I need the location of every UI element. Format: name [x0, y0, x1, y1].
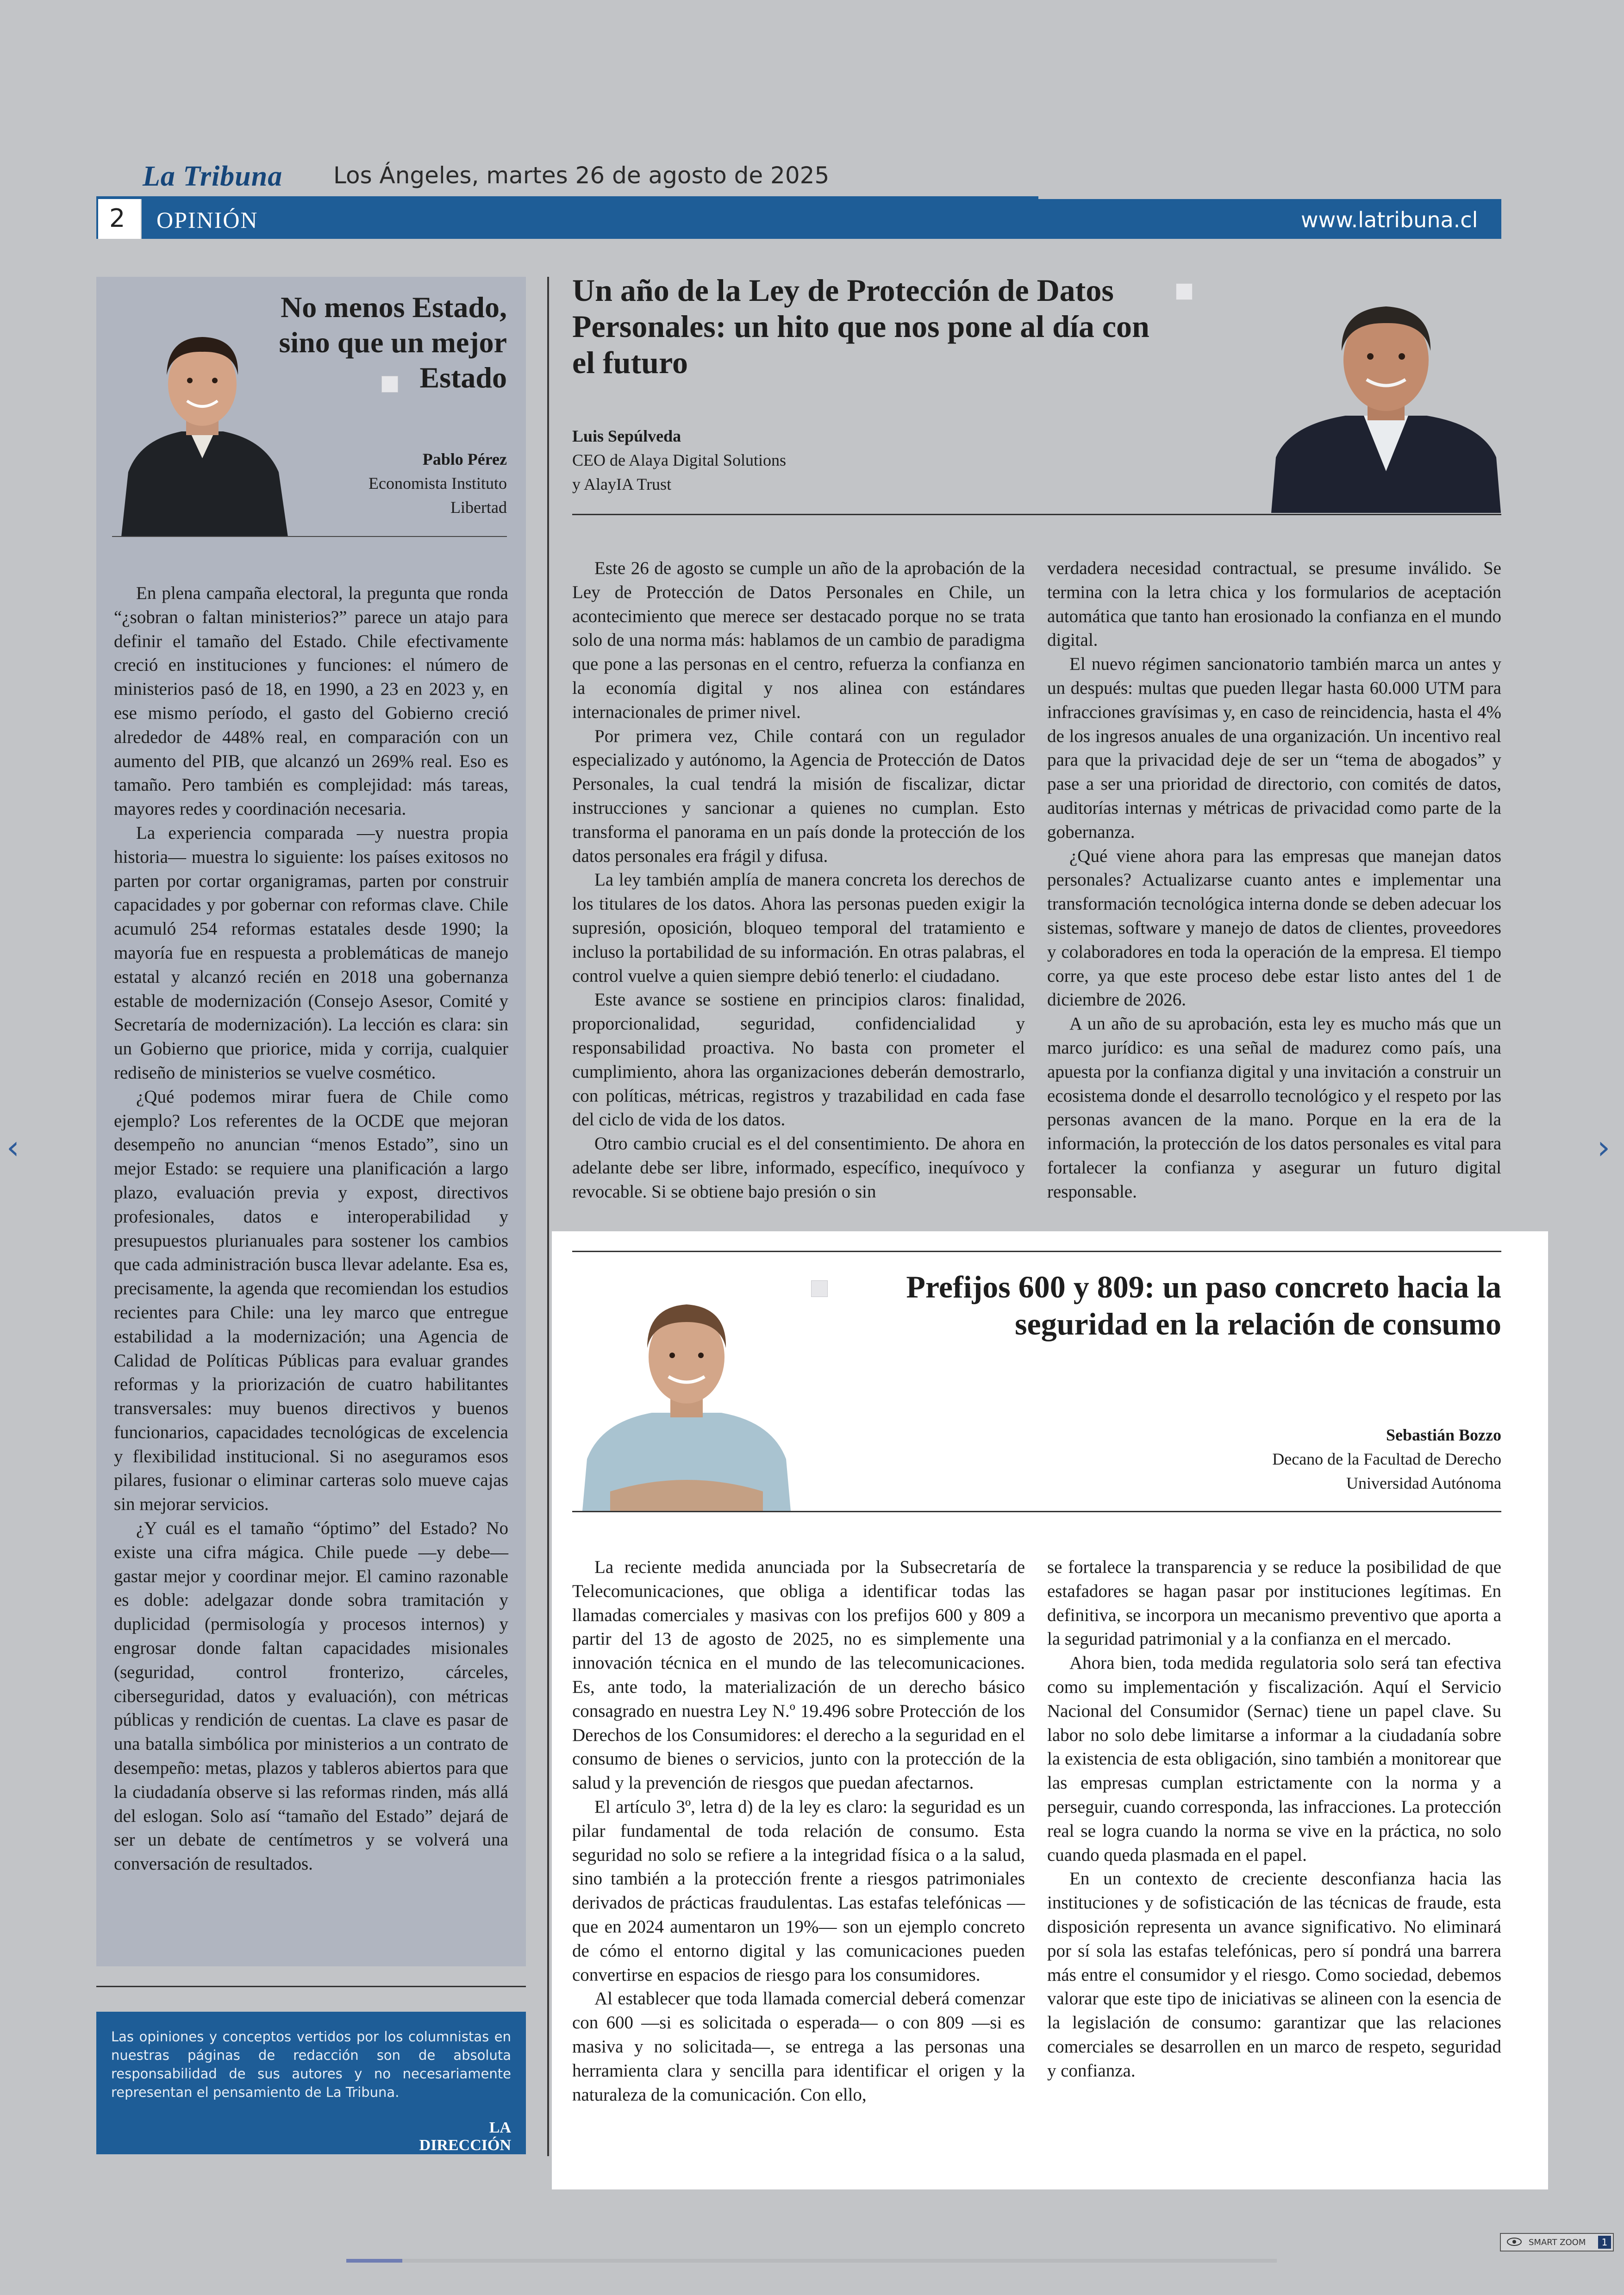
paragraph: Este 26 de agosto se cumple un año de la aprobación de la Ley de Protección de Datos Personales en Chile, un acontecimiento que merece ser destacado porque no se trata solo de una norma más: hablamos de un cambio de paradigma que pone a las personas en el centro, refuerza la confianza en la economía digital y nos alinea con estándares internacionales de primer nivel. — [572, 558, 1025, 722]
top-article-column-1 — [572, 556, 1025, 1204]
bottom-article-title: Prefijos 600 y 809: un paso concreto hacia la seguridad en la relación de consumo — [906, 1269, 1501, 1341]
broken-image-icon — [381, 376, 398, 393]
section-band — [142, 199, 1501, 239]
smart-zoom-button[interactable] — [1500, 2233, 1614, 2251]
paragraph: ¿Qué podemos mirar fuera de Chile como ejemplo? Los referentes de la OCDE que mejoran desempeño no anuncian “menos Estado”, sino un mejor Estado: se requiere una planificación a largo plazo, evaluación previa y expost, directivos profesionales, datos e interoperabilidad y presupuestos plurianuales para sostener los cambios que cada administración busca llevar adelante. Esa es, precisamente, la agenda que recomiendan los estudios recientes para Chile: una ley marco que entregue estabilidad a la modernización; una Agencia de Calidad de Políticas Públicas para evaluar grandes reformas y la priorización de cuatro habilitantes transversales: muy buenos directivos y buenos funcionarios, capacidades tecnológicas de excelencia y flexibilidad institucional. Si no aseguramos esos pilares, fusionar o eliminar carteras solo mueve cajas sin mejorar servicios. — [114, 1086, 508, 1515]
paragraph: El artículo 3º, letra d) de la ley es claro: la seguridad es un pilar fundamental de toda relación de consumo. Esta seguridad no solo se refiere a la integridad física o a la salud, sino también a la protección frente a riesgos patrimoniales derivados de prácticas fraudulentas. Las estafas telefónicas —que en 2024 aumentaron un 19%— son un ejemplo concreto de cómo el entorno digital y las comunicaciones pueden convertirse en espacios de riesgo para los consumidores. — [572, 1796, 1025, 1985]
author-role: y AlayIA Trust — [572, 475, 672, 493]
paragraph: En un contexto de creciente desconfianza hacia las instituciones y de sofisticación de las técnicas de fraude, esta disposición representa un avance significativo. No eliminará por sí sola las estafas telefónicas, pero sí pondrá una barrera más entre el consumidor y el riesgo. Como sociedad, debemos valorar que este tipo de iniciativas se alineen con la esencia de la legislación de consumo: garantizar que las relaciones comerciales se desarrollen en un marco de respeto, seguridad y confianza. — [1047, 1869, 1501, 2081]
paragraph: A un año de su aprobación, esta ley es mucho más que un marco jurídico: es una señal de madurez como país, una apuesta por la confianza digital y una invitación a construir un ecosistema donde el desarrollo tecnológico y el respeto por las personas avancen de la mano. Porque en la era de la información, la protección de los datos personales es vital para fortalecer la confianza y asegurar un futuro digital responsable. — [1047, 1014, 1501, 1202]
newspaper-logo: La Tribuna — [143, 161, 283, 192]
paragraph: En plena campaña electoral, la pregunta que ronda “¿sobran o faltan ministerios?” parece un atajo para definir el tamaño del Estado. Chile efectivamente creció en instituciones y funciones: el número de ministerios pasó de 18, en 1990, a 23 en 2023 y, en ese mismo período, el gasto del Gobierno creció alrededor de 448% real, en comparación con un aumento del PIB, que alcanzó un 269% real. Eso es tamaño. Pero también es complejidad: más tareas, mayores redes y coordinación necesaria. — [114, 583, 508, 819]
broken-image-icon — [1176, 283, 1193, 300]
paragraph: ¿Qué viene ahora para las empresas que manejan datos personales? Actualizarse cuanto antes e implementar una transformación tecnológica interna donde se deben adecuar los sistemas, software y manejo de datos de clientes, proveedores y colaboradores en toda la operación de la empresa. El tiempo corre, ya que este proceso debe estar listo antes del 1 de diciembre de 2026. — [1047, 846, 1501, 1010]
disclaimer-text: Las opiniones y conceptos vertidos por los columnistas en nuestras páginas de redacción son de absoluta responsabilidad de sus autores y no necesariamente representan el pensamiento de La Tribuna. — [111, 2029, 511, 2100]
paragraph: se fortalece la transparencia y se reduce la posibilidad de que estafadores se hagan pasar por instituciones legítimas. En definitiva, se incorpora un mecanismo preventivo que aporta a la seguridad patrimonial y a la confianza en el mercado. — [1047, 1557, 1501, 1649]
top-article-column-2 — [1047, 556, 1501, 1204]
divider — [572, 1511, 1501, 1512]
eye-icon — [1506, 2237, 1522, 2249]
top-article-title: Un año de la Ley de Protección de Datos Personales: un hito que nos pone al día con el futuro — [572, 273, 1149, 380]
column-divider — [547, 277, 549, 2156]
smart-zoom-label: SMART ZOOM — [1529, 2238, 1586, 2247]
author-name: Luis Sepúlveda — [572, 427, 681, 445]
page-progress-track[interactable] — [346, 2259, 1277, 2263]
dateline: Los Ángeles, martes 26 de agosto de 2025 — [333, 162, 830, 189]
author-role: Decano de la Facultad de Derecho — [1272, 1450, 1501, 1468]
author-photo-sebastian-bozzo — [582, 1274, 791, 1511]
author-role: Economista Instituto — [369, 474, 507, 493]
chevron-left-icon[interactable]: ‹ — [6, 1129, 19, 1166]
author-photo-luis-sepulveda — [1271, 277, 1501, 513]
author-name: Sebastián Bozzo — [1386, 1426, 1501, 1444]
page-number: 2 — [109, 204, 125, 233]
author-role: Universidad Autónoma — [1346, 1474, 1501, 1492]
divider — [112, 536, 507, 537]
page-progress-fill — [346, 2259, 402, 2263]
divider — [572, 1251, 1501, 1252]
broken-image-icon — [811, 1280, 828, 1297]
bottom-article-byline — [1181, 1423, 1501, 1495]
paragraph: Por primera vez, Chile contará con un regulador especializado y autónomo, la Agencia de Protección de Datos Personales, la cual tendrá la misión de fiscalizar, dictar instrucciones y sancionar a quienes no cumplan. Esto transforma el panorama en un país donde la protección de los datos personales era frágil y difusa. — [572, 726, 1025, 866]
left-article-byline — [278, 447, 507, 519]
paragraph: verdadera necesidad contractual, se presume inválido. Se termina con la letra chica y los formularios de aceptación automática que tanto han erosionado la confianza en el mundo digital. — [1047, 558, 1501, 650]
paragraph: Al establecer que toda llamada comercial deberá comenzar con 600 —si es solicitada o esperada— o con 809 —si es masiva y no solicitada—, se entrega a las personas una herramienta clara y sencilla para identificar el origen y la naturaleza de la comunicación. Con ello, — [572, 1989, 1025, 2105]
paragraph: La reciente medida anunciada por la Subsecretaría de Telecomunicaciones, que obliga a identificar todas las llamadas comerciales y masivas con los prefijos 600 y 809 a partir del 13 de agosto de 2025, no es simplemente una innovación técnica en el mundo de las telecomunicaciones. Es, ante todo, la materialización de un derecho básico consagrado en nuestra Ley N.º 19.496 sobre Protección de los Derechos de los Consumidores: el derecho a la seguridad en el consumo de bienes o servicios, junto con la protección de la salud y la prevención de riesgos que puedan afectarnos. — [572, 1557, 1025, 1793]
left-article-title: No menos Estado, sino que un mejor Estado — [279, 291, 507, 394]
bottom-article-column-1 — [572, 1555, 1025, 2107]
zoom-level-badge: 1 — [1598, 2236, 1611, 2249]
top-article-byline — [572, 424, 943, 496]
chevron-right-icon[interactable]: › — [1597, 1129, 1610, 1166]
paragraph: Este avance se sostiene en principios claros: finalidad, proporcionalidad, seguridad, confidencialidad y responsabilidad proactiva. No basta con prometer el cumplimiento, ahora las organizaciones deberán demostrarlo, con políticas, métricas, registros y trazabilidad en cada fase del ciclo de vida de los datos. — [572, 990, 1025, 1130]
author-role: CEO de Alaya Digital Solutions — [572, 451, 786, 469]
section-title: OPINIÓN — [156, 207, 258, 233]
divider — [572, 514, 1501, 515]
paragraph: El nuevo régimen sancionatorio también marca un antes y un después: multas que pueden llegar hasta 60.000 UTM para infracciones gravísimas y, en caso de reincidencia, hasta el 4% de los ingresos anuales de una organización. Un incentivo real para que la privacidad deje de ser un “tema de abogados” y pase a ser una prioridad de directorio, con comités de datos, auditorías internas y métricas de privacidad como parte de la gobernanza. — [1047, 654, 1501, 842]
bottom-article-column-2 — [1047, 1555, 1501, 2083]
site-url[interactable]: www.latribuna.cl — [1301, 207, 1478, 232]
paragraph: ¿Y cuál es el tamaño “óptimo” del Estado? No existe una cifra mágica. Chile puede —y debe— gastar mejor y coordinar mejor. El camino razonable es doble: adelgazar donde sobra tramitación y duplicidad (permisología y procesos internos) y engrosar donde faltan capacidades misionales (seguridad, control fronterizo, cárceles, ciberseguridad, datos y evaluación), con métricas públicas y rendición de cuentas. La clave es pasar de una batalla simbólica por ministerios a un contrato de desempeño: metas, plazos y tableros abiertos para que la ciudadanía observe si las reformas rinden, más allá del eslogan. Solo así “tamaño del Estado” dejará de ser un debate de centímetros y se volverá una conversación de resultados. — [114, 1518, 508, 1874]
paragraph: Ahora bien, toda medida regulatoria solo será tan efectiva como su implementación y fiscalización. Aquí el Servicio Nacional del Consumidor (Sernac) tiene un papel clave. Su labor no solo debe limitarse a informar a la ciudadanía sobre la existencia de esta obligación, sino también a monitorear que las empresas cumplan estrictamente con la norma y a perseguir, cuando corresponda, las infracciones. La protección real se logra cuando la norma se vive en la práctica, no solo cuando queda plasmada en el papel. — [1047, 1653, 1501, 1865]
divider — [96, 1986, 526, 1987]
left-article-body — [114, 581, 508, 1876]
paragraph: Otro cambio crucial es el del consentimiento. De ahora en adelante debe ser libre, informado, específico, inequívoco y revocable. Si se obtiene bajo presión o sin — [572, 1134, 1025, 1202]
author-name: Pablo Pérez — [422, 450, 507, 468]
paragraph: La experiencia comparada —y nuestra propia historia— muestra lo siguiente: los países exitosos no parten por cortar organigramas, parten por construir capacidades y por gobernar con reformas clave. Chile acumuló 254 reformas estatales desde 1990; la mayoría fue en respuesta a problemáticas de manejo estatal y alcanzó recién en 2018 una gobernanza estable de modernización (Consejo Asesor, Comité y Secretaría de modernización). La lección es clara: sin un Gobierno que priorice, mida y corrija, cualquier rediseño de ministerios se vuelve cosmético. — [114, 823, 508, 1083]
paragraph: La ley también amplía de manera concreta los derechos de los titulares de los datos. Ahora las personas pueden exigir la supresión, oposición, bloqueo temporal del tratamiento e incluso la portabilidad de su información. En otras palabras, el control vuelve a quien siempre debió tenerlo: el ciudadano. — [572, 870, 1025, 986]
disclaimer-signature: LA DIRECCIÓN — [419, 2119, 511, 2154]
author-role: Libertad — [450, 498, 507, 517]
